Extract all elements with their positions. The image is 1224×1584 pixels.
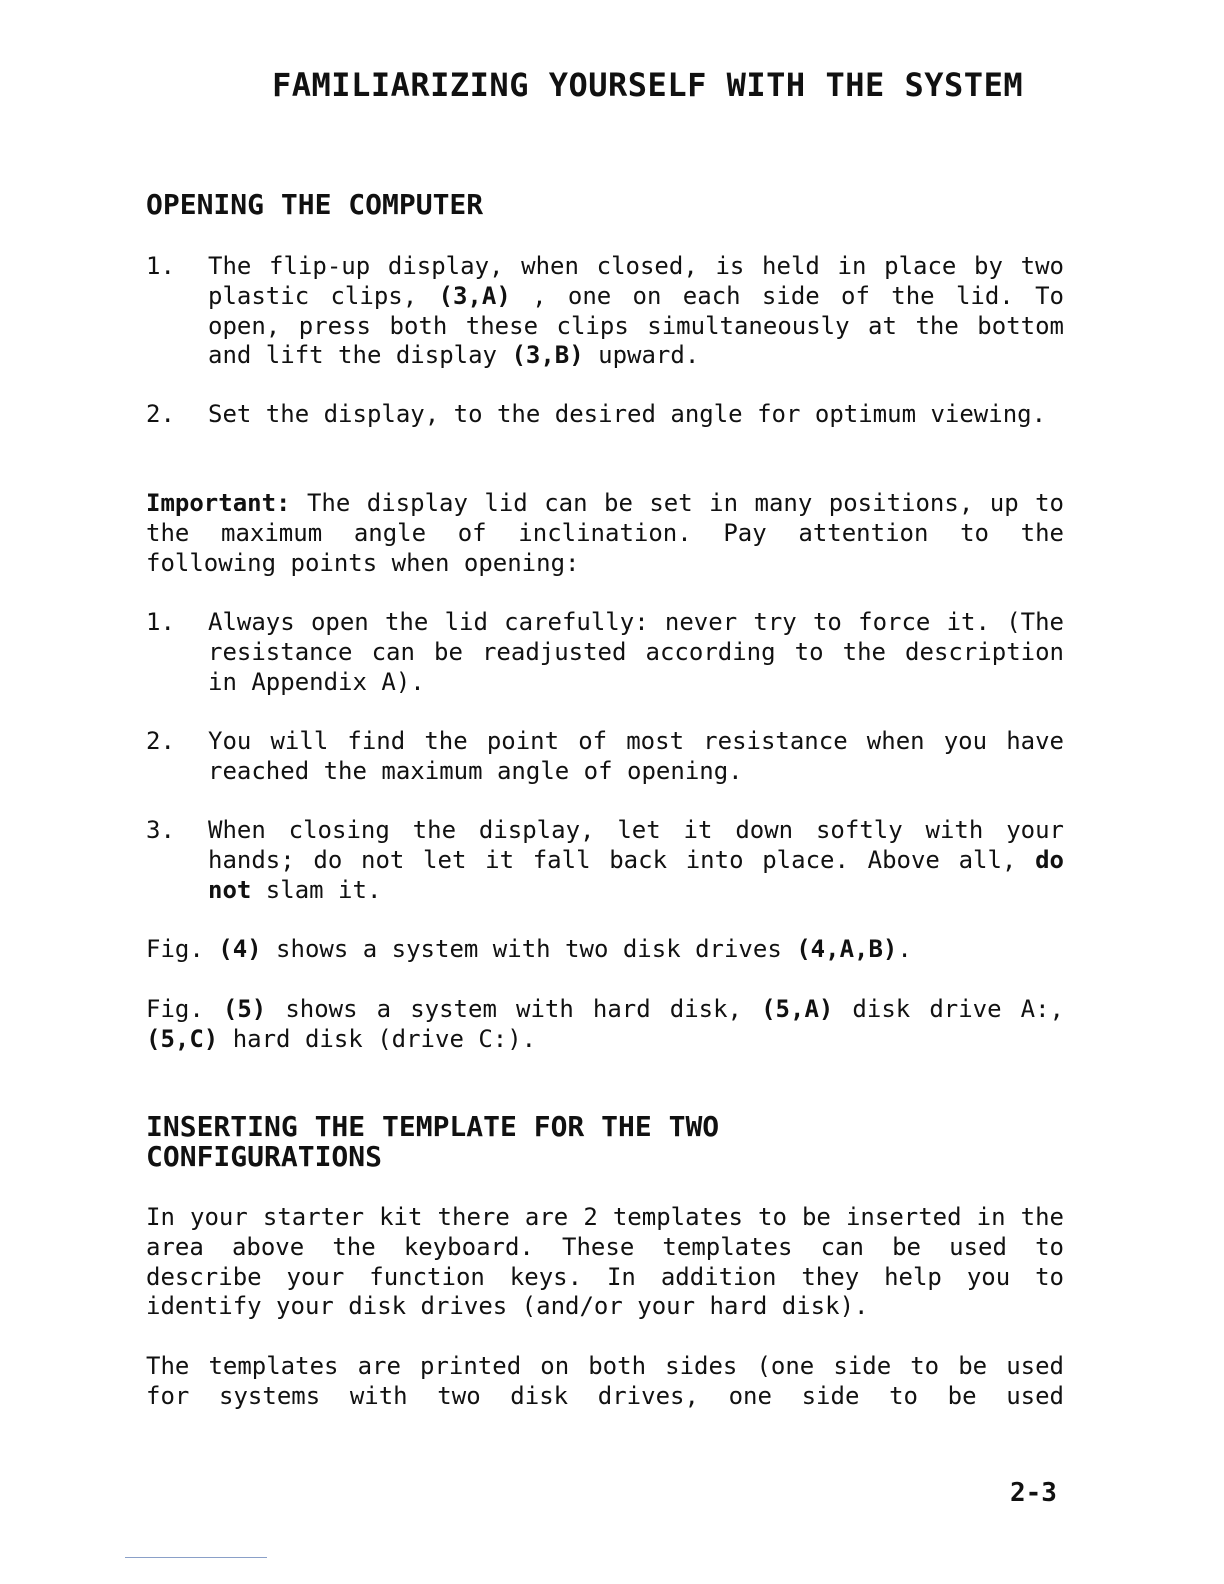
point-number: 2. [146, 727, 175, 755]
point-number: 3. [146, 816, 175, 844]
step-number: 2. [146, 400, 175, 428]
step-item [146, 400, 1064, 430]
figure-ref: (4) [218, 935, 262, 963]
page-number: 2-3 [1010, 1478, 1057, 1508]
point-number: 1. [146, 608, 175, 636]
figure-ref: (3,A) [438, 281, 511, 310]
figure-ref: (5) [222, 995, 267, 1023]
figure-ref: (5,C) [146, 1024, 219, 1053]
point-text: When closing the display, let it down softly with your hands; do not let it fall back into place. Above all, do not slam it. [208, 816, 1064, 904]
section-heading-line: CONFIGURATIONS [146, 1140, 383, 1173]
emphasis: do not [208, 845, 1064, 904]
point-item [146, 608, 1064, 697]
figure-ref: (5,A) [761, 995, 834, 1023]
figure-4-caption: Fig. (4) shows a system with two disk drives (4,A,B). [146, 935, 912, 963]
figure-ref: (4,A,B) [796, 935, 898, 963]
step-text: The flip-up display, when closed, is held in place by two plastic clips, (3,A) , one on each side of the lid. To open, press both these clips simultaneously at the bottom and lift the display (3,B) upward. [208, 252, 1064, 370]
template-paragraph-continued: The templates are printed on both sides (one side to be used for systems with two disk drives, one side to be used [146, 1352, 1064, 1410]
step-item [146, 252, 1064, 371]
page-title: FAMILIARIZING YOURSELF WITH THE SYSTEM [272, 66, 1024, 104]
point-item [146, 816, 1064, 905]
important-note: Important: The display lid can be set in many positions, up to the maximum angle of inclination. Pay attention to the following points when opening: [146, 489, 1064, 577]
point-text: You will find the point of most resistance when you have reached the maximum angle of opening. [208, 727, 1064, 785]
template-paragraph: In your starter kit there are 2 templates to be inserted in the area above the keyboard. These templates can be used to describe your function keys. In addition they help you to identify your disk drives (and/or your hard disk). [146, 1203, 1064, 1321]
step-text: Set the display, to the desired angle for optimum viewing. [208, 400, 1047, 428]
point-item [146, 727, 1064, 787]
figure-5-caption: Fig. (5) shows a system with hard disk, (5,A) disk drive A:, (5,C) hard disk (drive C:). [146, 995, 1064, 1053]
point-text: Always open the lid carefully: never try to force it. (The resistance can be readjusted according to the description in Appendix A). [208, 608, 1064, 696]
footer-rule [125, 1557, 267, 1558]
section-heading-line: INSERTING THE TEMPLATE FOR THE TWO [146, 1110, 720, 1143]
step-number: 1. [146, 252, 175, 280]
important-label: Important: [146, 489, 291, 517]
figure-ref: (3,B) [511, 341, 584, 370]
section-heading-template [146, 1112, 719, 1172]
section-heading-opening: OPENING THE COMPUTER [146, 188, 484, 221]
